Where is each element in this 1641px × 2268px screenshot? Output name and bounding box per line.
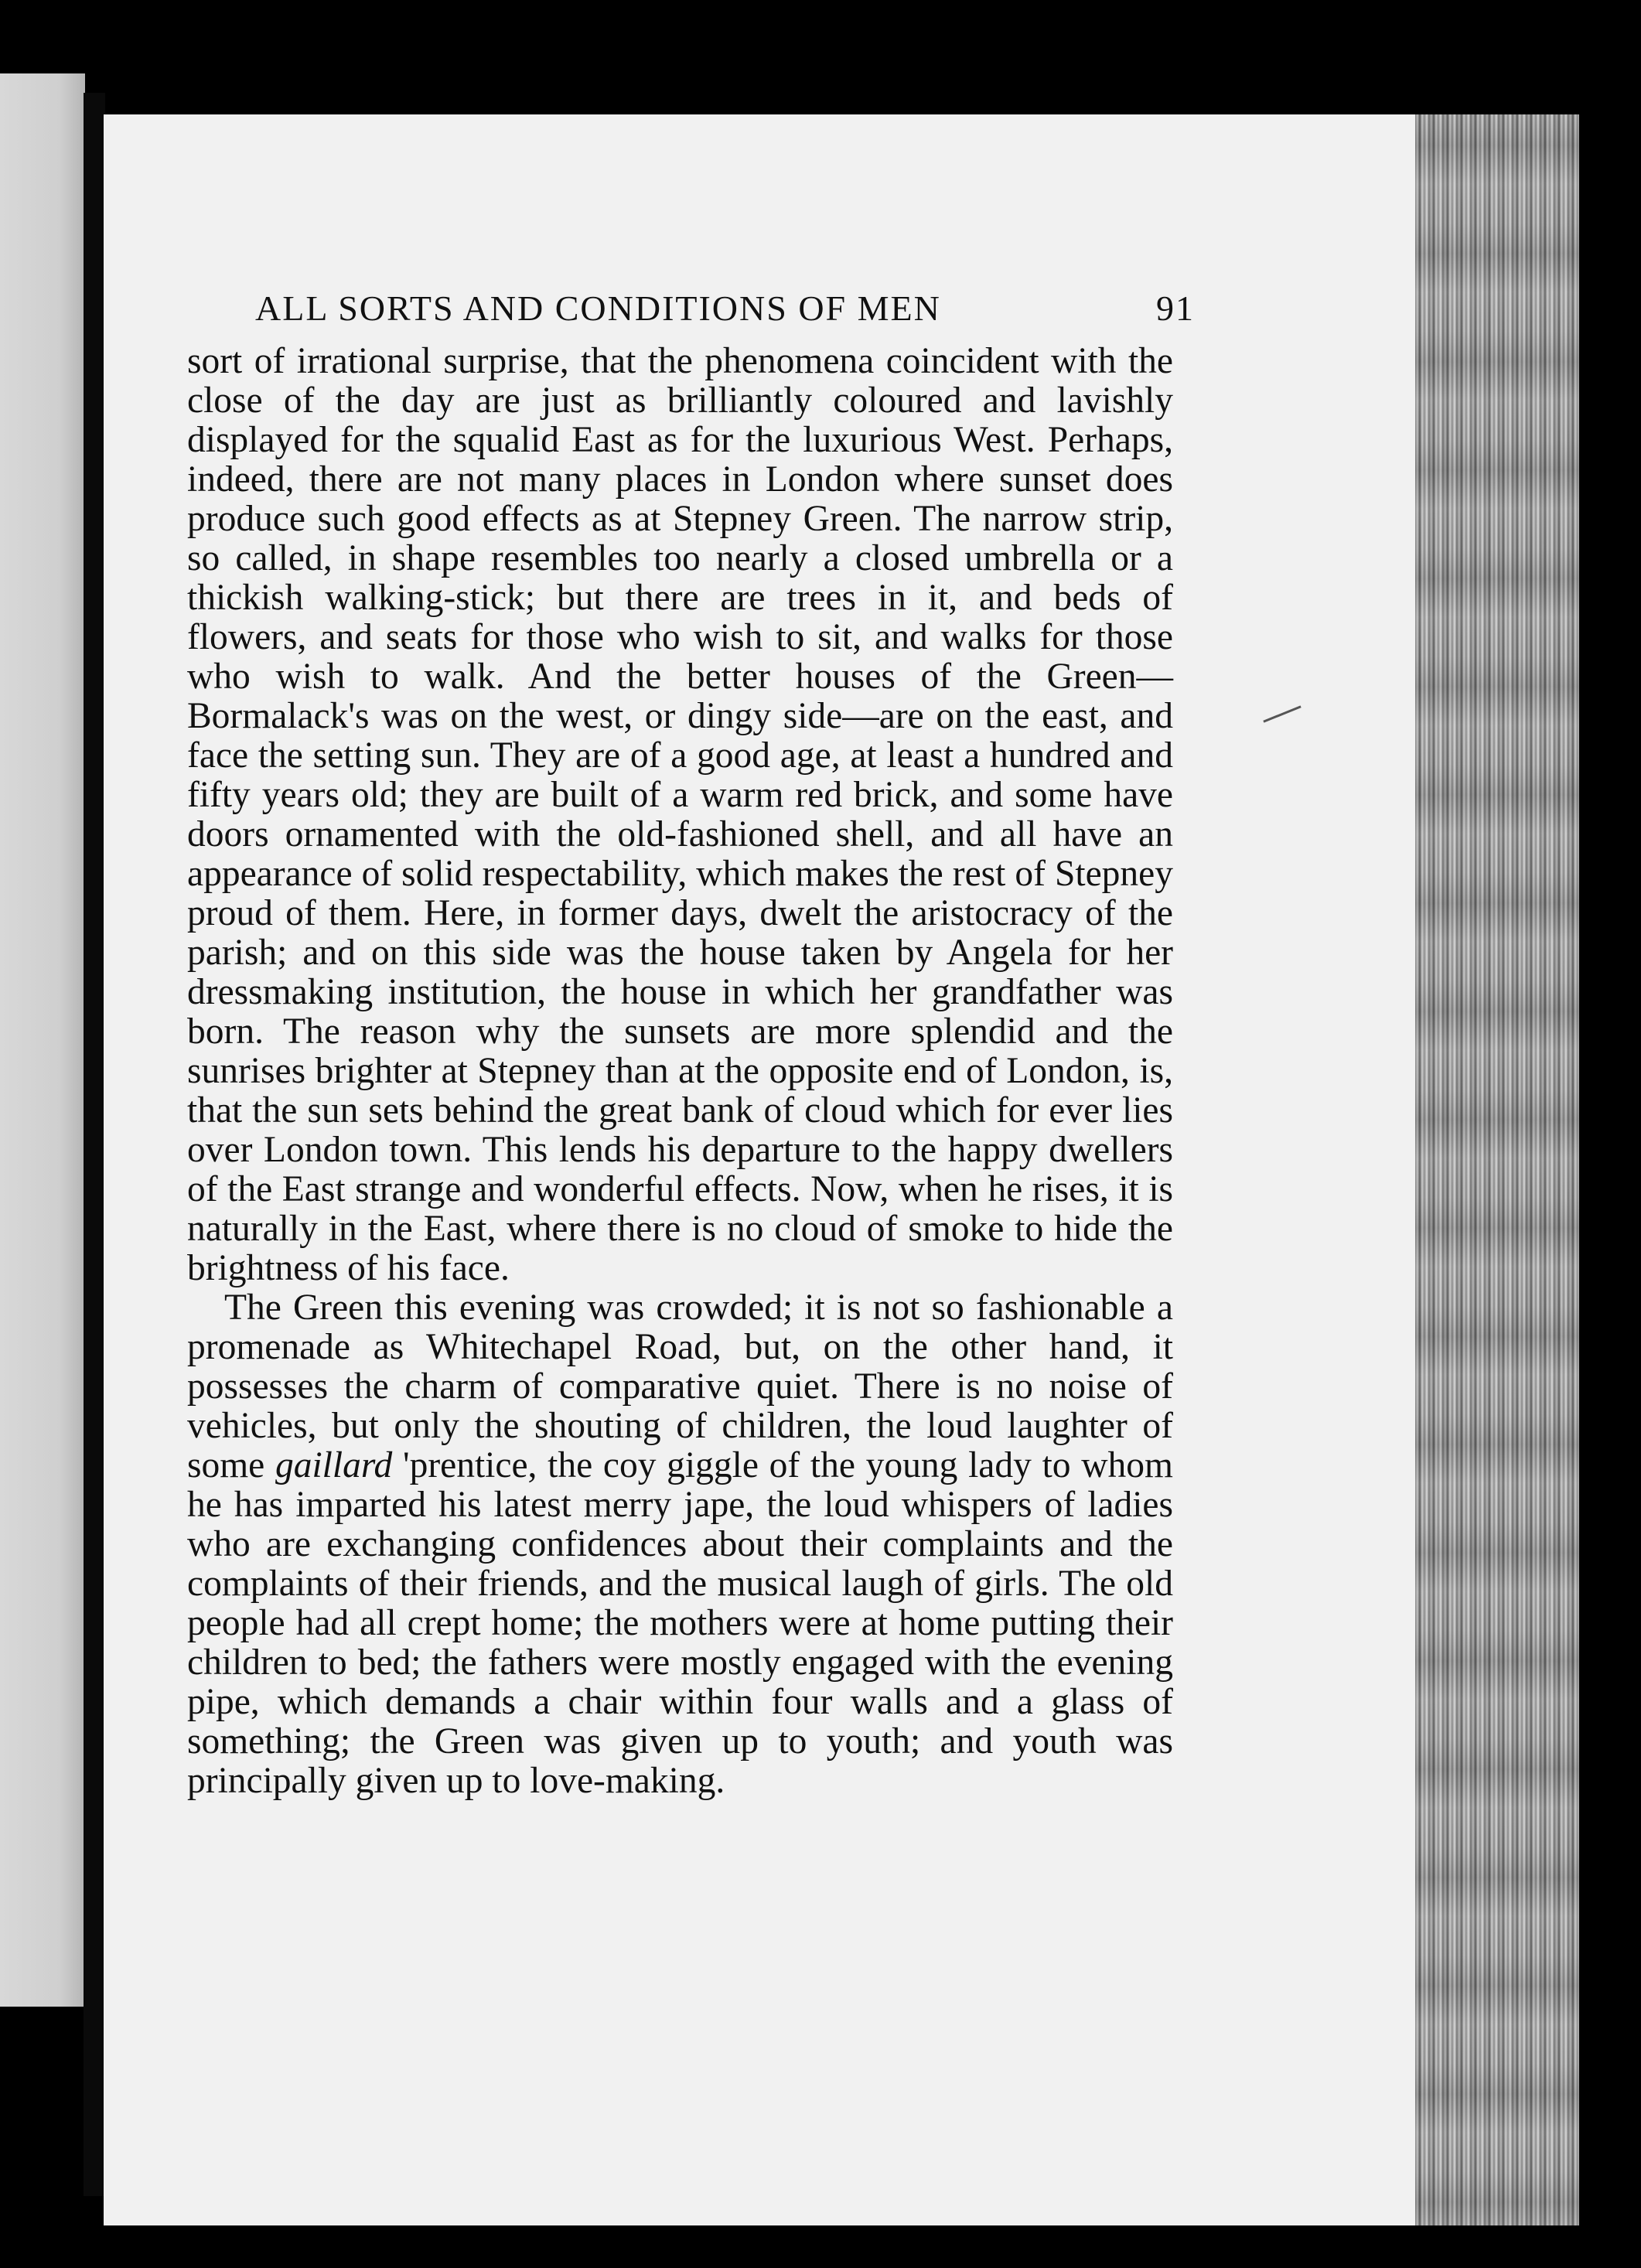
facing-page-edge [0,73,85,2007]
running-head-title: ALL SORTS AND CONDITIONS OF MEN [255,288,941,328]
paragraph-2-part-2: 'prentice, the coy giggle of the young lady to whom he has imparted his latest merry jape, the loud whispers of ladies who are exchanging confidences about their complaints and the complaints of their friends, and the musical laugh of girls. The old people had all crept home; the mothers were at home putting their children to bed; the fathers were mostly engaged with the evening pipe, which demands a chair within four walls and a glass of something; the Green was given up to youth; and youth was principally given up to love-making. [187,1445,1174,1801]
running-head [255,288,1195,342]
body-text [187,342,1173,1801]
page-number: 91 [1156,288,1195,328]
paragraph-2-italic-word: gaillard [275,1445,393,1485]
paragraph-2 [187,1288,1173,1801]
book-gutter [84,93,105,2196]
paragraph-2-part-1: The Green this evening was crowded; it is not so fashionable a promenade as Whitechapel Road, but, on the other hand, it possesses the charm of comparative quiet. There is no noise of vehicles, but only the shouting of children, the loud laughter of some [187,1287,1173,1485]
paragraph-1: sort of irrational surprise, that the phenomena coincident with the close of the day are just as brilliantly coloured and lavishly displayed for the squalid East as for the luxurious West. Perhaps, indeed, there are not many places in London where sunset does produce such good effects as at Stepney Green. The narrow strip, so called, in shape resembles too nearly a closed umbrella or a thickish walking-stick; but there are trees in it, and beds of flowers, and seats for those who wish to sit, and walks for those who wish to walk. And the better houses of the Green—Bormalack's was on the west, or dingy side—are on the east, and face the setting sun. They are of a good age, at least a hundred and fifty years old; they are built of a warm red brick, and some have doors ornamented with the old-fashioned shell, and all have an appearance of solid respectability, which makes the rest of Stepney proud of them. Here, in former days, dwelt the aristocracy of the parish; and on this side was the house taken by Angela for her dressmaking institution, the house in which her grandfather was born. The reason why the sunsets are more splendid and the sunrises brighter at Stepney than at the opposite end of London, is, that the sun sets behind the great bank of cloud which for ever lies over London town. This lends his departure to the happy dwellers of the East strange and wonderful effects. Now, when he rises, it is naturally in the East, where there is no cloud of smoke to hide the brightness of his face. [187,341,1173,1288]
page-block-edges [1415,114,1579,2225]
